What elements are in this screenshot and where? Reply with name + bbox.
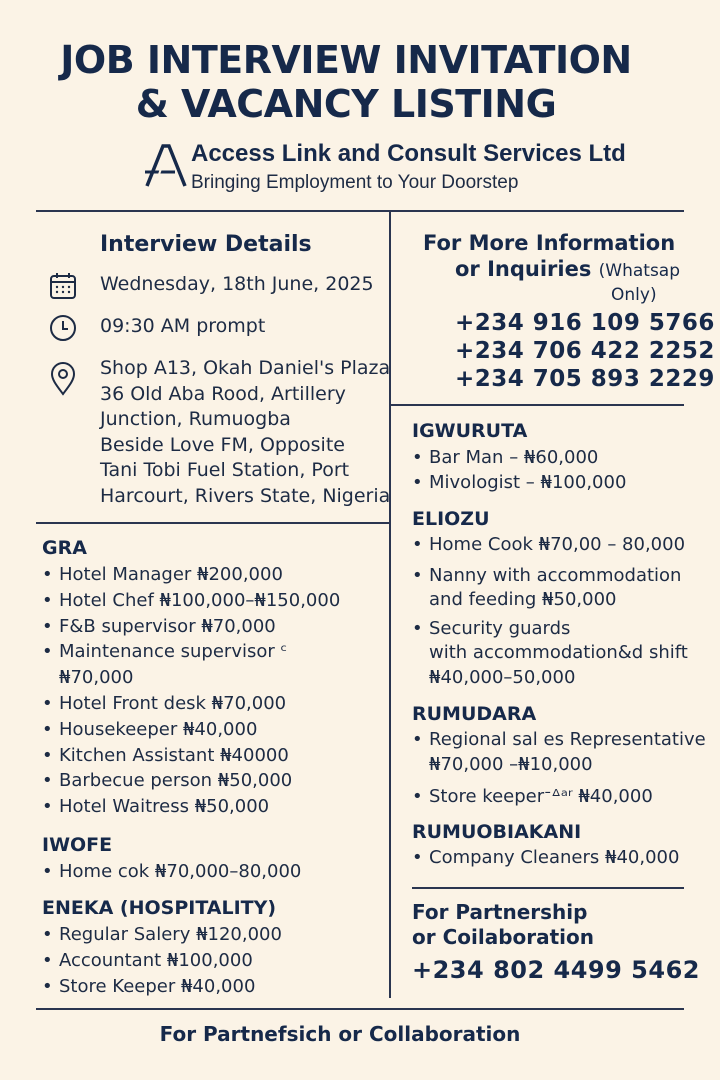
location-eliozu: ELIOZU <box>412 508 490 530</box>
job-list-eneka <box>42 922 282 1000</box>
job-list-eliozu <box>412 533 688 690</box>
partnership-title-line-1: For Partnership <box>412 900 588 924</box>
location-pin-icon <box>48 362 78 396</box>
location-eneka: ENEKA (HOSPITALITY) <box>42 897 277 919</box>
address-line: Tani Tobi Fuel Station, Port <box>100 459 350 481</box>
list-item: • Barbecue person ₦50,000 <box>42 770 293 792</box>
divider-vertical <box>389 211 391 998</box>
list-item: • Hotel Manager ₦200,000 <box>42 564 283 585</box>
location-gra: GRA <box>42 537 87 559</box>
address-line: Harcourt, Rivers State, Nigeria <box>100 484 391 507</box>
info-phone-2[interactable]: +234 706 422 2252 <box>455 338 715 364</box>
letter-a-logo-icon <box>143 142 187 188</box>
interview-date: Wednesday, 18th June, 2025 <box>100 273 374 295</box>
title-line-1: JOB INTERVIEW INVITATION <box>60 38 632 82</box>
list-item: • Bar Man – ₦60,000 <box>412 447 599 468</box>
list-item: • Regular Salery ₦120,000 <box>42 924 282 945</box>
company-tagline: Bringing Employment to Your Doorstep <box>191 172 519 193</box>
list-item: • Home cok ₦70,000–80,000 <box>42 861 302 882</box>
list-item: • Store keeperᐨᐞᵃʳ ₦40,000 <box>412 786 653 807</box>
list-item: • Nanny with accommodation and feeding ₦50,000 <box>412 564 682 610</box>
list-item: • Kitchen Assistant ₦40000 <box>42 744 289 766</box>
job-list-rumuobiakani <box>412 846 679 870</box>
interview-time: 09:30 AM prompt <box>100 315 266 337</box>
footer-text: For Partnefsich or Collaboration <box>159 1022 521 1046</box>
address-line: 36 Old Aba Rood, Artillery <box>100 382 346 405</box>
list-item: • F&B supervisor ₦70,000 <box>42 615 276 637</box>
list-item: • Accountant ₦100,000 <box>42 950 253 971</box>
address-line: Beside Love FM, Opposite <box>100 433 345 456</box>
location-iwofe: IWOFE <box>42 834 113 856</box>
address-line: Junction, Rumuogba <box>100 408 291 430</box>
divider-top <box>36 210 684 212</box>
list-item: • Hotel Front desk ₦70,000 <box>42 692 287 714</box>
list-item: • Company Cleaners ₦40,000 <box>412 847 680 868</box>
info-title-line-2: or Inquiries <box>455 257 592 281</box>
interview-address <box>100 356 390 509</box>
list-item: • Store Keeper ₦40,000 <box>42 976 256 997</box>
partnership-phone[interactable]: +234 802 4499 5462 <box>412 956 700 984</box>
info-whatsapp-note: (Whatsap <box>598 261 681 281</box>
list-item: • Maintenance supervisor ᶜ ₦70,000 <box>42 641 288 689</box>
address-line: Shop A13, Okah Daniel's Plaza <box>100 357 391 379</box>
location-rumuobiakani: RUMUOBIAKANI <box>412 821 582 843</box>
job-list-rumudara <box>412 728 706 810</box>
location-rumudara: RUMUDARA <box>412 703 537 725</box>
list-item: • Hotel Waitress ₦50,000 <box>42 796 270 818</box>
info-phone-1[interactable]: +234 916 109 5766 <box>455 310 715 336</box>
page-title <box>0 38 692 126</box>
title-line-2: & VACANCY LISTING <box>135 82 557 126</box>
info-whatsapp-note-2: Only) <box>611 285 657 305</box>
info-title <box>423 230 680 306</box>
list-item: • Home Cook ₦70,00 – 80,000 <box>412 534 686 555</box>
company-name: Access Link and Consult Services Ltd <box>191 140 626 167</box>
location-igwuruta: IGWURUTA <box>412 420 528 442</box>
interview-heading: Interview Details <box>100 232 312 257</box>
partnership-title-line-2: or Coilaboration <box>412 925 595 949</box>
list-item: • Regional sal es Representative ₦70,000 –₦10,000 <box>412 729 706 775</box>
divider-left-middle <box>36 522 390 524</box>
list-item: • Hotel Chef ₦100,000–₦150,000 <box>42 589 341 611</box>
info-phone-3[interactable]: +234 705 893 2229 <box>455 366 715 392</box>
job-list-iwofe <box>42 860 301 884</box>
divider-right-upper <box>390 404 684 406</box>
job-list-gra <box>42 562 340 820</box>
clock-icon <box>48 313 78 343</box>
list-item: • Mivologist – ₦100,000 <box>412 472 627 493</box>
list-item: • Security guards with accommodation&d shift ₦40,000–50,000 <box>412 617 688 688</box>
job-list-igwuruta <box>412 445 626 495</box>
list-item: • Housekeeper ₦40,000 <box>42 718 258 740</box>
calendar-icon <box>48 271 78 301</box>
partnership-title <box>412 900 594 950</box>
info-title-line-1: For More Information <box>423 231 676 255</box>
divider-right-lower <box>412 887 684 889</box>
divider-bottom <box>36 1008 684 1010</box>
